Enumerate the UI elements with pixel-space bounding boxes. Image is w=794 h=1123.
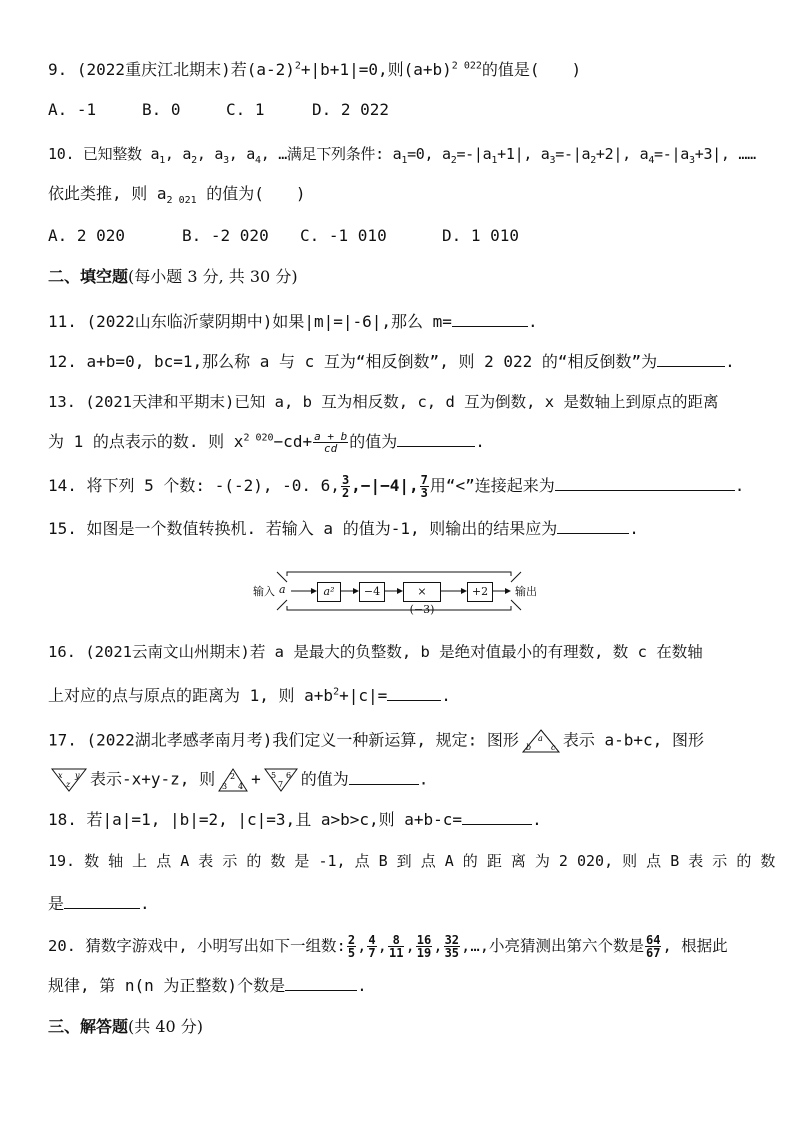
triangle-right-label: c (550, 743, 556, 752)
q9-exponent-2: 2 022 (451, 60, 482, 72)
answer-blank[interactable] (397, 430, 475, 447)
q10-text: 依此类推, 则 a (48, 184, 167, 203)
q13-text: 为 1 的点表示的数. 则 x (48, 432, 244, 451)
section-2-title: 二、填空题 (48, 267, 129, 286)
question-18 (48, 808, 542, 831)
denominator: 19 (416, 946, 432, 960)
q20-fraction-6 (645, 934, 661, 959)
denominator: 2 (341, 486, 350, 500)
machine-step-square: a² (317, 582, 341, 602)
q16-exponent: 2 (333, 686, 340, 698)
q10-text: +2|, a (595, 145, 649, 163)
q20-fraction-1 (347, 934, 356, 959)
period: . (441, 686, 451, 705)
machine-step-add: +2 (467, 582, 493, 602)
q13-text: −cd+ (273, 432, 313, 451)
question-14 (48, 474, 744, 499)
q20-fraction-5 (444, 934, 460, 959)
triangle-down-figure (50, 767, 88, 793)
numerator: 32 (444, 933, 460, 947)
period: . (629, 519, 639, 538)
q20-text: , 根据此 (662, 937, 728, 955)
q9-option-d: D. 2 022 (312, 100, 390, 119)
question-11 (48, 310, 538, 333)
q10-subscript: 3 (549, 155, 556, 166)
triangle-left-label: 5 (270, 771, 276, 780)
question-13-line-2 (48, 430, 485, 454)
triangle-top-label: 2 (230, 772, 236, 781)
q9-text-mid: +|b+1|=0,则(a+b) (300, 60, 452, 79)
plus-sign: + (251, 769, 261, 789)
question-10-line-2 (48, 183, 306, 205)
q10-subscript: 3 (223, 155, 229, 166)
denominator: 35 (444, 946, 460, 960)
q16-text: 16. (2021云南文山州期末)若 a 是最大的负整数, b 是绝对值最小的有理数, 数 c 在数轴 (48, 643, 703, 661)
triangle-bottom-label: 7 (277, 780, 283, 789)
denominator: 3 (420, 486, 428, 500)
answer-blank[interactable] (285, 974, 357, 991)
q10-options (48, 225, 519, 247)
answer-blank[interactable] (657, 350, 725, 367)
q11-text: 11. (2022山东临沂蒙阴期中)如果|m|=|-6|,那么 m= (48, 312, 452, 331)
q10-text: +3|, …… (694, 145, 756, 163)
q18-text: 18. 若|a|=1, |b|=2, |c|=3,且 a>b>c,则 a+b-c= (48, 810, 463, 829)
question-17 (48, 728, 704, 754)
q10-subscript: 4 (648, 155, 655, 166)
q17-text: 17. (2022湖北孝感孝南月考)我们定义一种新运算, 规定: 图形 (48, 730, 519, 750)
triangle-down-figure (263, 767, 299, 793)
answer-blank[interactable] (64, 892, 140, 909)
q10-subscript: 1 (401, 155, 408, 166)
machine-frame (253, 570, 545, 614)
question-15 (48, 517, 639, 540)
q15-text: 15. 如图是一个数值转换机. 若输入 a 的值为-1, 则输出的结果应为 (48, 519, 558, 538)
q20-text: ,…,小亮猜测出第六个数是 (461, 937, 645, 955)
triangle-left-label: b (525, 743, 531, 752)
numerator: 4 (368, 933, 376, 947)
q13-text: 13. (2021天津和平期末)已知 a, b 互为相反数, c, d 互为倒数, x 是数轴上到原点的距离 (48, 393, 719, 411)
q12-text: 12. a+b=0, bc=1,那么称 a 与 c 互为“相反倒数”, 则 2 022 的“相反倒数”为 (48, 352, 658, 371)
question-20-line-2 (48, 974, 367, 997)
q14-text: 用“<”连接起来为 (429, 476, 555, 495)
answer-blank[interactable] (349, 768, 419, 785)
answer-blank[interactable] (452, 310, 528, 327)
period: . (527, 312, 538, 331)
q9-option-b: B. 0 (142, 100, 181, 119)
q9-options (48, 99, 389, 121)
q20-fraction-2 (367, 934, 376, 959)
q10-subscript: 2 (191, 155, 197, 166)
q10-text: , a (196, 145, 224, 163)
q13-text: 的值为 (349, 432, 398, 451)
question-9 (48, 59, 581, 81)
numerator: 8 (388, 934, 404, 947)
q20-fraction-4 (416, 934, 432, 959)
numerator: 16 (416, 933, 432, 947)
q10-text: 10. 已知整数 a (48, 145, 160, 163)
period: . (475, 432, 485, 451)
question-10 (48, 143, 756, 165)
machine-output-label: 输出 (515, 585, 537, 598)
section-2-subtitle: (每小题 3 分, 共 30 分) (128, 267, 298, 286)
numerator: 64 (646, 933, 661, 947)
triangle-top-label: a (537, 734, 543, 743)
machine-input-variable: a (279, 583, 286, 596)
question-13 (48, 391, 718, 413)
triangle-up-figure (217, 767, 249, 793)
q9-option-a: A. -1 (48, 100, 97, 119)
period: . (532, 810, 542, 829)
numerator: a + b (314, 430, 348, 443)
q17-text: 的值为 (300, 769, 349, 789)
machine-step-multiply: × (−3) (403, 582, 441, 602)
question-20: 20. 猜数字游戏中, 小明写出如下一组数: $\frac{2}{5}$ , $\frac{4}{7}$ , $\frac{8}{11}$ , $\frac{16}{19}$ , $\frac{32}{35}$ ,…,小亮猜测出第六个数是 $\frac{64}{67}$ , 根据此 (48, 933, 728, 960)
q10-text: =0, a (407, 145, 451, 163)
section-3-subtitle: (共 40 分) (128, 1017, 204, 1036)
q16-text: 上对应的点与原点的距离为 1, 则 a+b (48, 686, 334, 705)
q10-subscript: 2 021 (166, 195, 197, 207)
q14-fraction-2 (420, 474, 429, 499)
denominator: 7 (368, 946, 376, 960)
q13-exponent: 2 020 (243, 432, 274, 444)
q10-subscript: 1 (491, 155, 498, 166)
machine-step-subtract: −4 (359, 582, 385, 602)
triangle-right-label: y (75, 771, 80, 780)
period: . (734, 476, 745, 495)
denominator: 5 (347, 946, 356, 960)
numerator: 2 (347, 933, 356, 947)
triangle-left-label: x (58, 771, 63, 780)
q13-fraction (313, 431, 348, 454)
q9-exponent-1: 2 (294, 60, 301, 72)
question-16 (48, 641, 703, 663)
q10-option-a: A. 2 020 (48, 226, 126, 245)
q20-text: 规律, 第 n(n 为正整数)个数是 (48, 976, 286, 995)
denominator: 11 (388, 946, 404, 960)
q10-text: , a (164, 145, 192, 163)
q10-text: , …满足下列条件: a (260, 145, 402, 163)
q10-text: , a (228, 145, 255, 163)
question-16-line-2 (48, 684, 451, 707)
q10-subscript: 2 (590, 155, 596, 166)
q10-subscript: 2 (450, 155, 457, 166)
q10-subscript: 4 (255, 155, 261, 166)
q10-text: 的值为( ) (196, 184, 306, 203)
question-19-line-2 (48, 892, 150, 915)
denominator: 67 (646, 946, 661, 960)
q9-text-end: 的值是( ) (481, 60, 582, 79)
section-2-heading (48, 266, 298, 288)
q10-text: =-|a (654, 145, 689, 163)
q10-option-c: C. -1 010 (300, 226, 387, 245)
triangle-up-figure (521, 728, 561, 754)
q9-text: 9. (2022重庆江北期末)若(a-2) (48, 60, 295, 79)
triangle-right-label: 4 (238, 782, 244, 791)
period: . (357, 976, 367, 995)
period: . (725, 352, 735, 371)
question-17-line-2 (48, 767, 428, 793)
triangle-right-label: 6 (285, 771, 291, 780)
q10-text: =-|a (555, 145, 591, 163)
q10-text: +1|, a (497, 145, 550, 163)
q17-text: 表示 a-b+c, 图形 (562, 730, 704, 750)
question-19 (48, 850, 775, 872)
answer-blank[interactable] (557, 517, 629, 534)
q19-text: 是 (48, 894, 65, 913)
q10-option-d: D. 1 010 (442, 226, 520, 245)
q14-fraction-1 (341, 474, 350, 499)
q10-text: =-|a (456, 145, 492, 163)
q9-option-c: C. 1 (226, 100, 265, 119)
numerator: 7 (420, 473, 428, 487)
q10-option-b: B. -2 020 (182, 226, 269, 245)
machine-input-label: 输入 (253, 585, 275, 598)
q20-text: 20. 猜数字游戏中, 小明写出如下一组数: (48, 937, 346, 955)
q10-subscript: 1 (159, 155, 165, 166)
q20-fraction-3 (388, 934, 404, 959)
section-3-heading (48, 1016, 203, 1038)
q19-text: 19. 数 轴 上 点 A 表 示 的 数 是 -1, 点 B 到 点 A 的 距 离 为 2 020, 则 点 B 表 示 的 数 (48, 852, 776, 870)
question-12 (48, 350, 735, 373)
q14-text: ,−|−4|, (351, 476, 419, 495)
answer-blank[interactable] (462, 808, 532, 825)
triangle-left-label: 3 (222, 782, 228, 791)
q16-text: +|c|= (339, 686, 388, 705)
answer-blank[interactable] (555, 474, 735, 491)
q17-text: 表示-x+y-z, 则 (90, 769, 216, 789)
period: . (140, 894, 150, 913)
numerator: 3 (341, 473, 350, 487)
section-3-title: 三、解答题 (48, 1017, 129, 1036)
conversion-machine-diagram (253, 570, 545, 614)
period: . (418, 769, 429, 789)
q10-subscript: 3 (688, 155, 695, 166)
triangle-bottom-label: z (66, 780, 71, 789)
q14-text: 14. 将下列 5 个数: -(-2), -0. 6, (48, 476, 340, 495)
answer-blank[interactable] (387, 684, 441, 701)
denominator: cd (324, 442, 338, 455)
